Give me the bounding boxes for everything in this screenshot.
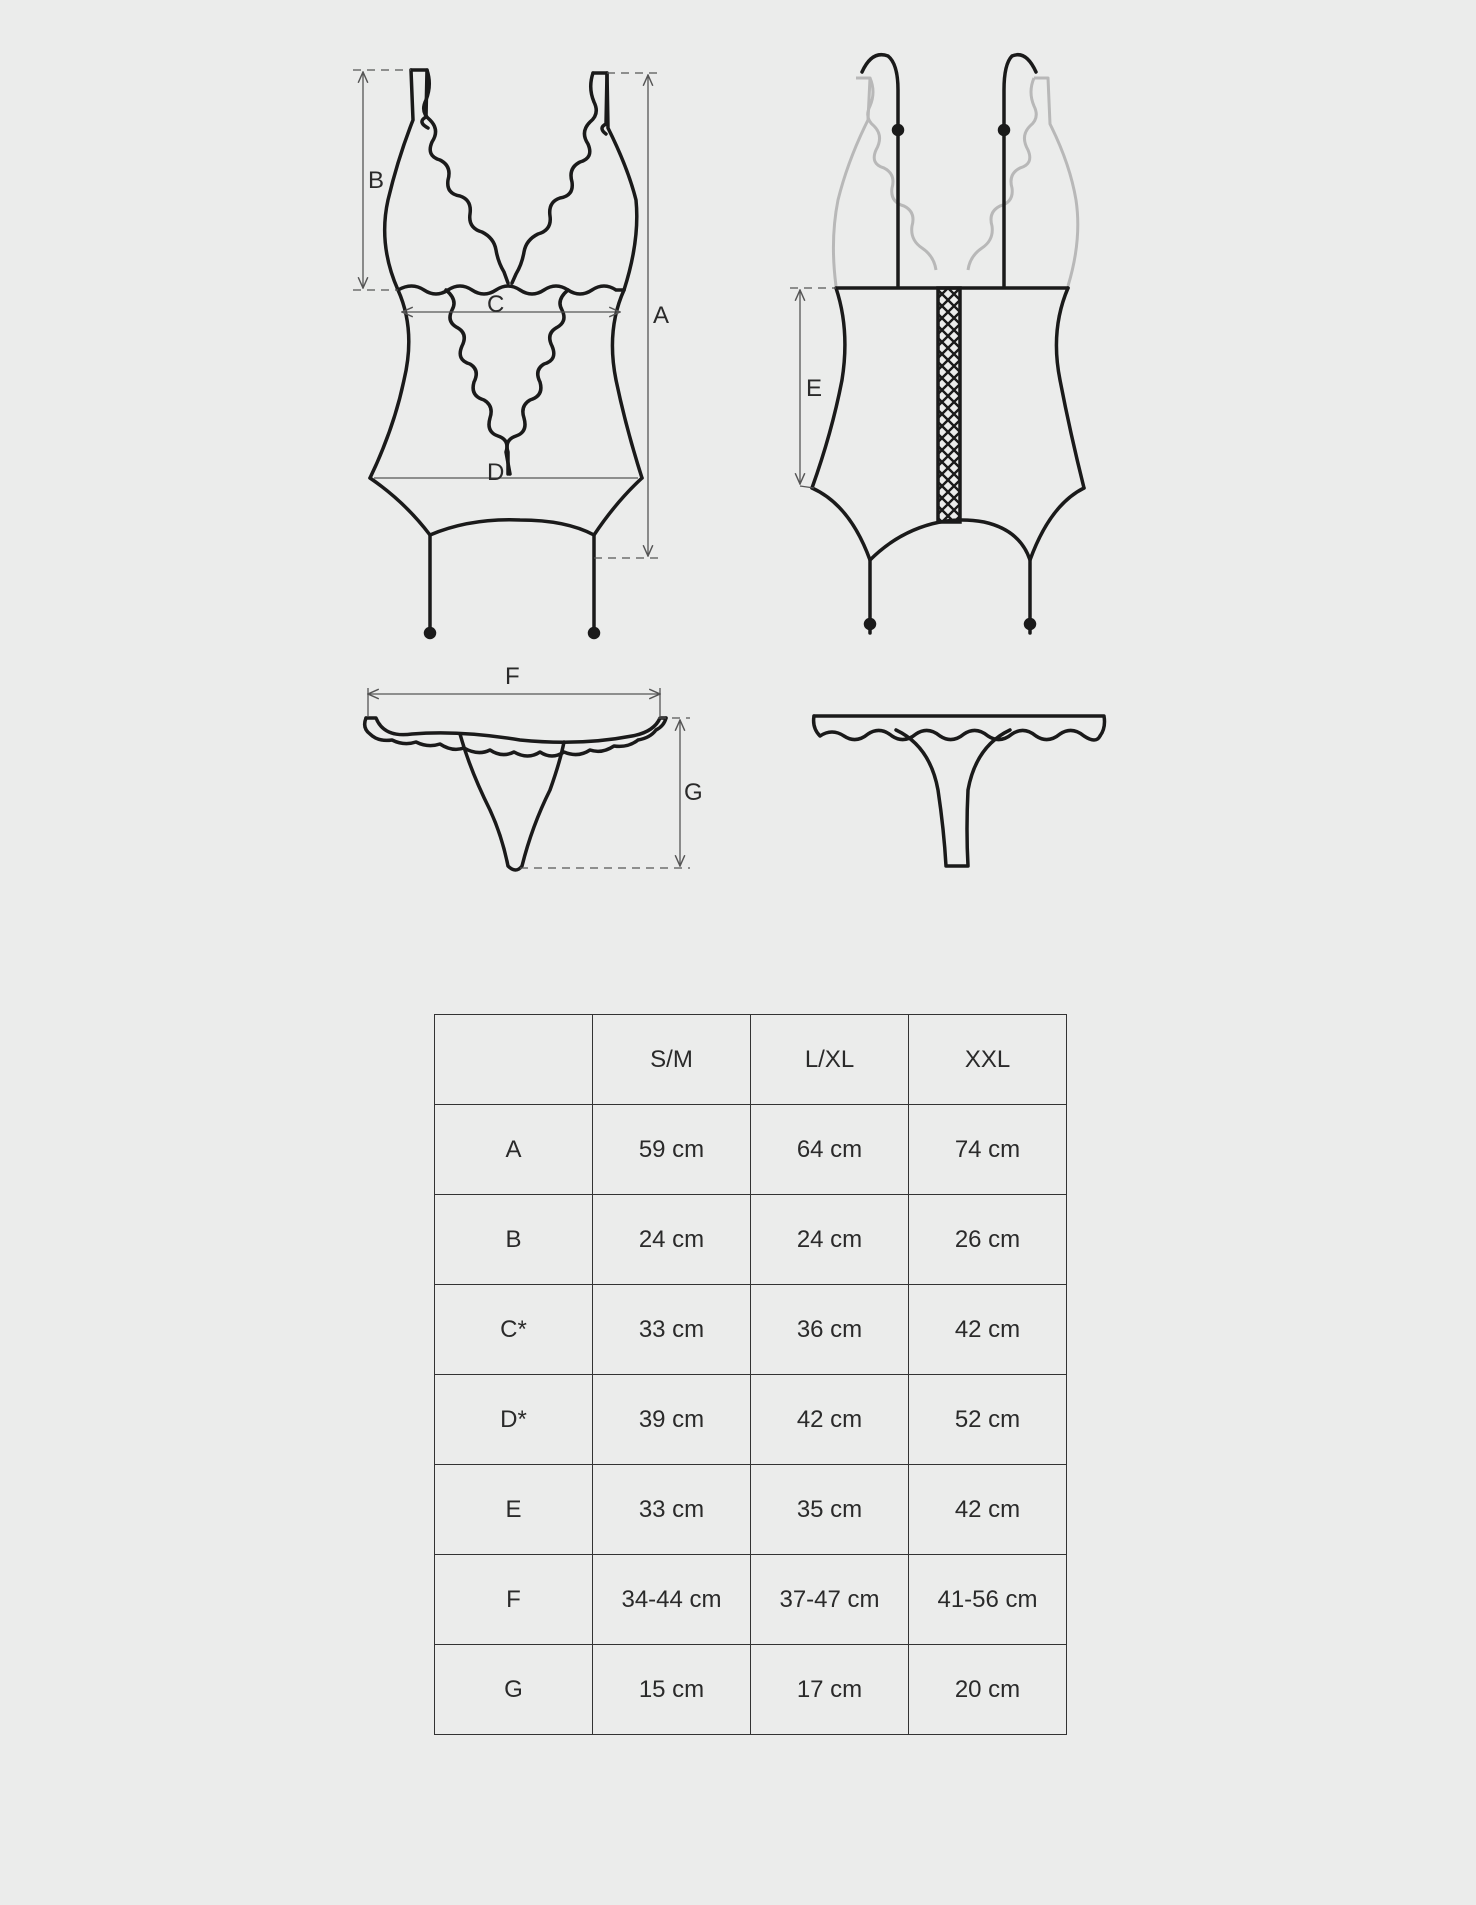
label-c: C [487,291,505,318]
bodysuit-front [370,70,642,638]
table-cell: D* [435,1375,593,1465]
table-cell: 17 cm [751,1645,909,1735]
left-cup-outline [385,70,413,290]
label-e: E [806,375,823,402]
table-row [435,1285,1067,1375]
table-cell: 64 cm [751,1105,909,1195]
table-cell: 41-56 cm [909,1555,1067,1645]
label-a: A [653,302,670,329]
front-dimensions [353,70,658,558]
table-cell: 42 cm [909,1285,1067,1375]
right-neckline-lace [512,73,596,283]
table-row [435,1555,1067,1645]
table-cell: A [435,1105,593,1195]
table-row [435,1105,1067,1195]
thong-back-lace [814,716,1100,740]
table-row [435,1645,1067,1735]
table-row [435,1465,1067,1555]
back-right-side [1056,288,1084,488]
label-f: F [505,663,520,690]
left-waist-outline [370,290,409,478]
table-row [435,1375,1067,1465]
label-b: B [368,167,385,194]
right-cup-outline [607,73,637,290]
table-row [435,1195,1067,1285]
underbust-band [398,286,624,294]
thong-front [365,718,666,870]
size-chart-table [434,1014,1067,1735]
table-cell: 52 cm [909,1375,1067,1465]
table-cell: 20 cm [909,1645,1067,1735]
table-cell: 15 cm [593,1645,751,1735]
table-header-cell: XXL [909,1015,1067,1105]
back-ghost-cups [833,78,1077,286]
table-cell: 33 cm [593,1465,751,1555]
left-neckline-lace [424,70,508,283]
table-header-cell: L/XL [751,1015,909,1105]
table-cell: 33 cm [593,1285,751,1375]
table-cell: 34-44 cm [593,1555,751,1645]
center-v-lace-right [507,290,568,474]
table-cell: 59 cm [593,1105,751,1195]
table-cell: C* [435,1285,593,1375]
table-cell: 35 cm [751,1465,909,1555]
thong-back [814,716,1105,866]
table-cell: G [435,1645,593,1735]
thong-back-strap [896,730,1010,866]
table-cell: B [435,1195,593,1285]
table-cell: 42 cm [751,1375,909,1465]
table-cell: 42 cm [909,1465,1067,1555]
table-cell: 26 cm [909,1195,1067,1285]
label-g: G [684,779,703,806]
table-cell: 24 cm [593,1195,751,1285]
table-cell: 74 cm [909,1105,1067,1195]
back-lace-up-panel [938,288,960,522]
table-cell: 37-47 cm [751,1555,909,1645]
table-header-cell: S/M [593,1015,751,1105]
table-cell: E [435,1465,593,1555]
table-header-row [435,1015,1067,1105]
table-cell: 24 cm [751,1195,909,1285]
label-d: D [487,459,505,486]
table-cell: F [435,1555,593,1645]
back-left-strap [862,55,898,286]
table-cell: 39 cm [593,1375,751,1465]
hip-hem [370,478,642,535]
thong-front-waistband [366,718,666,742]
table-cell: 36 cm [751,1285,909,1375]
right-waist-outline [612,290,642,478]
table-header-cell [435,1015,593,1105]
